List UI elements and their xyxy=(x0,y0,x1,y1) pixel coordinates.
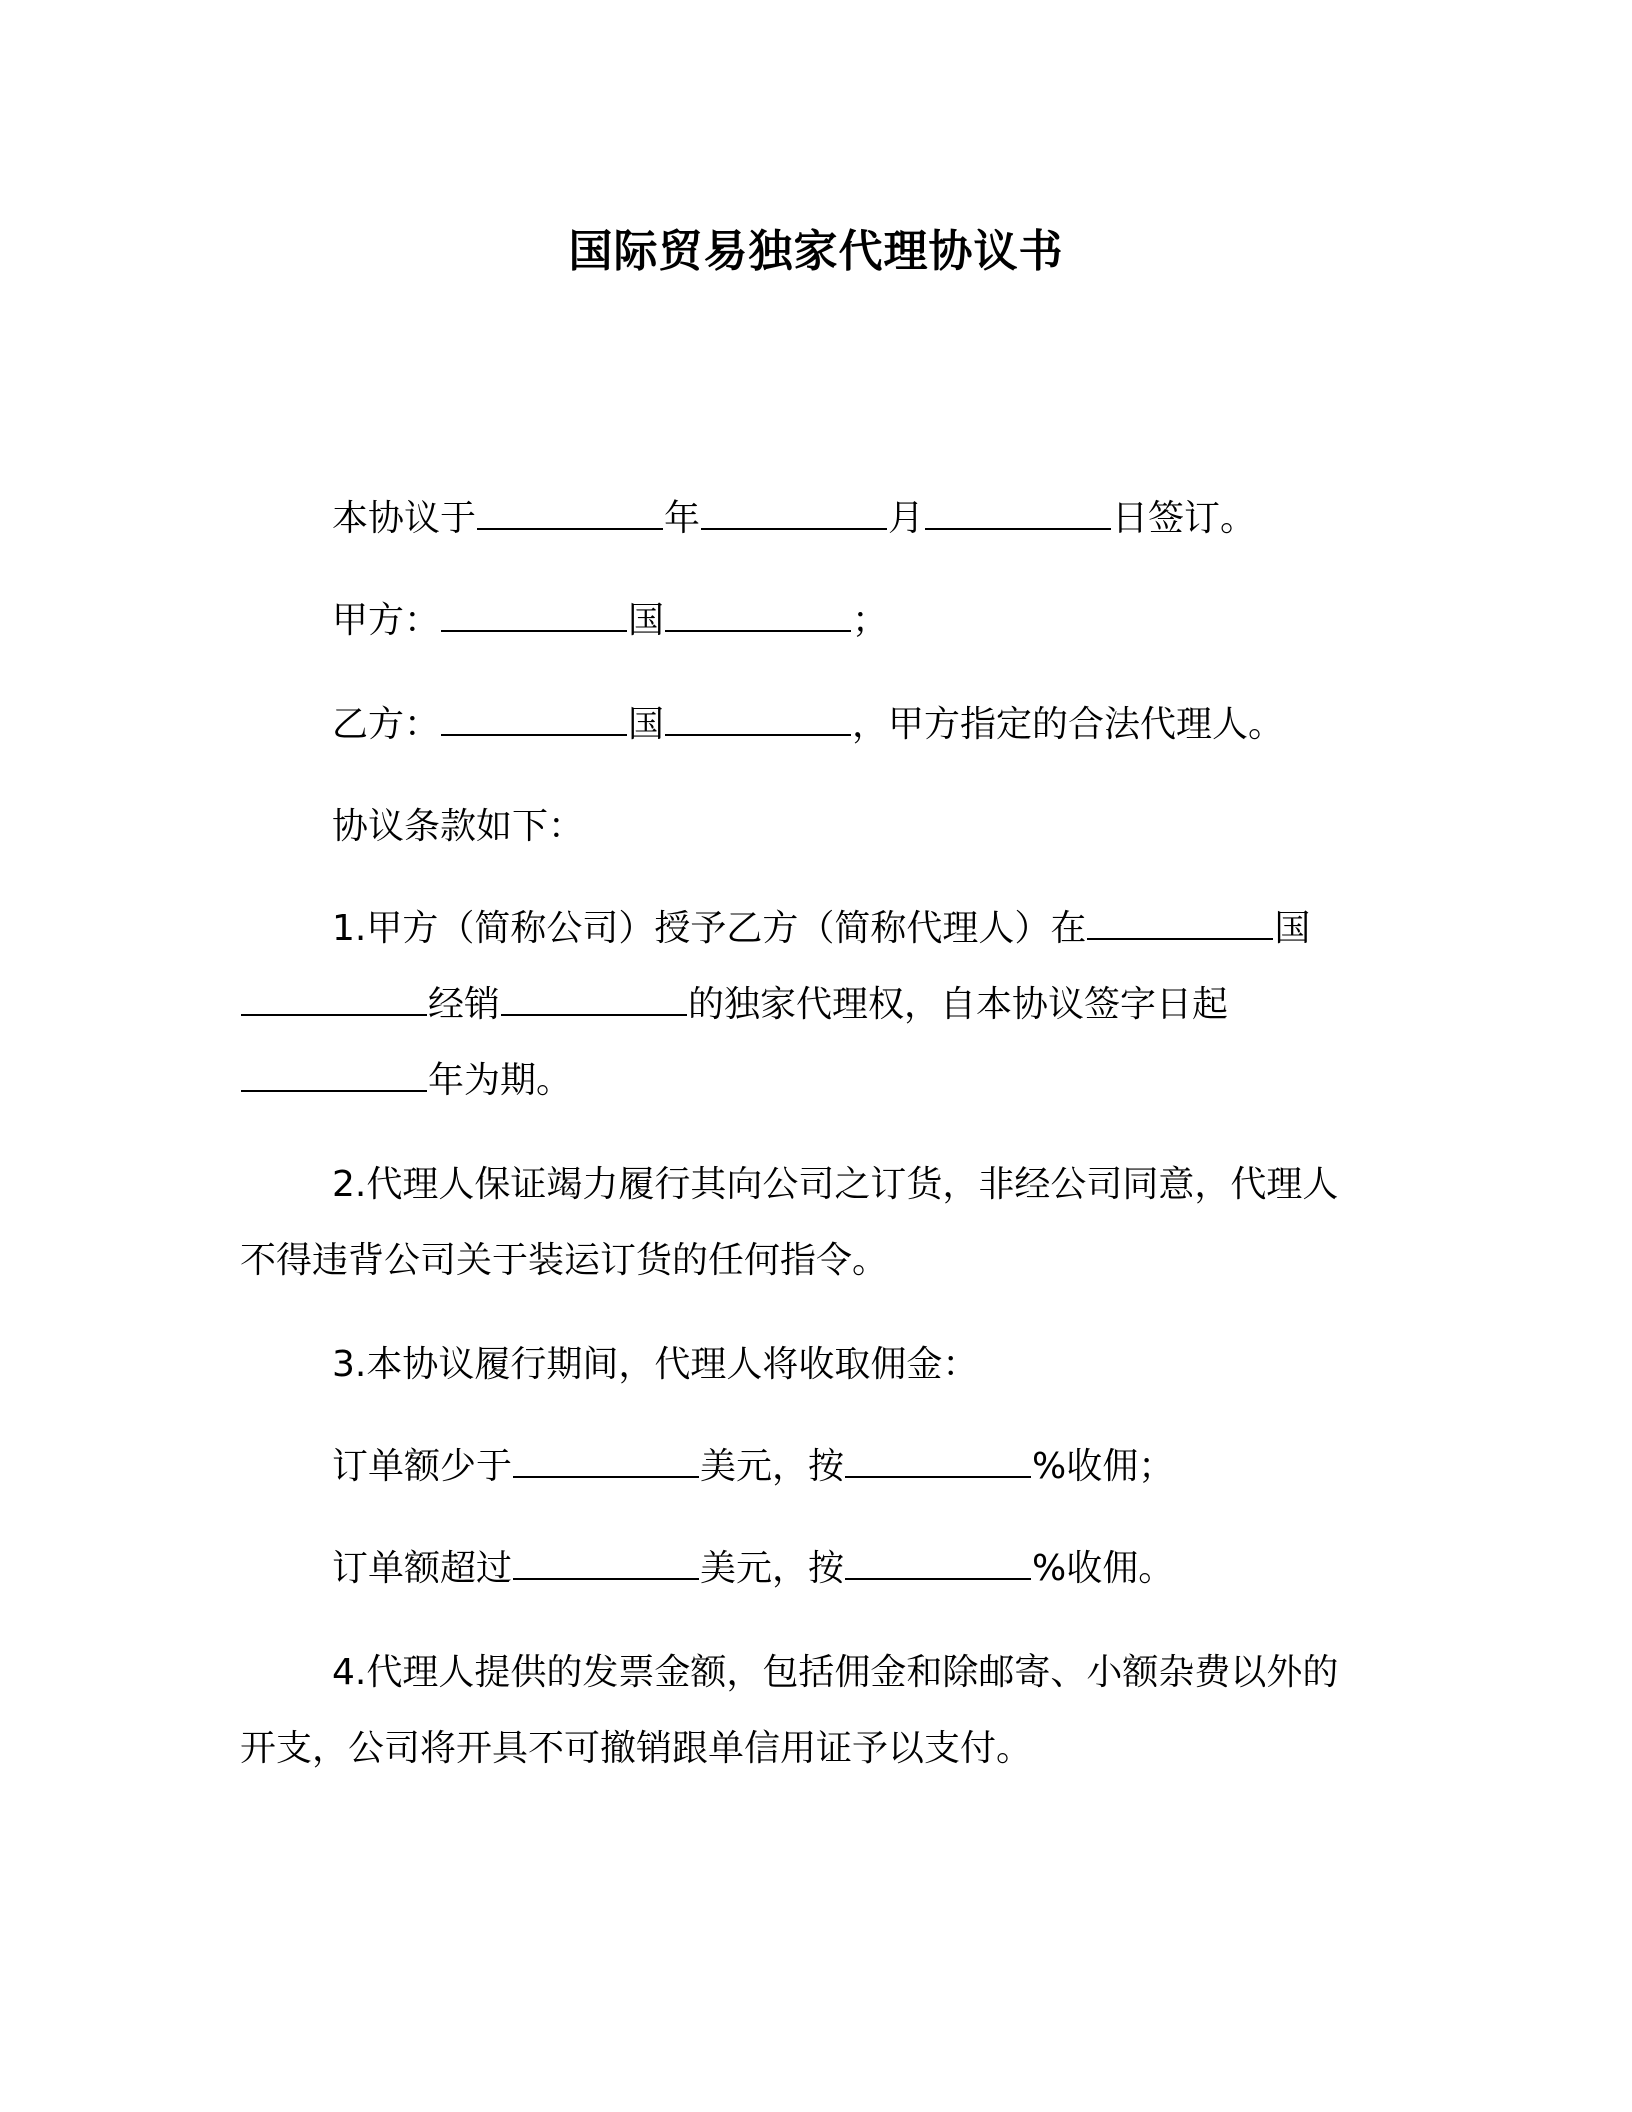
commission-below-text-a: 订单额少于 xyxy=(332,1446,513,1487)
party-a-country-label: 国 xyxy=(628,600,665,641)
clause-1-years-blank xyxy=(241,1060,427,1092)
document-title: 国际贸易独家代理协议书 xyxy=(568,226,1064,277)
day-label: 日签订。 xyxy=(1112,498,1257,539)
party-a-name-blank xyxy=(665,600,851,632)
clause-1-line-2 xyxy=(240,966,1380,1044)
clause-1-country-blank xyxy=(1087,908,1273,940)
party-b-label: 乙方： xyxy=(332,704,441,745)
date-prefix: 本协议于 xyxy=(332,498,477,539)
commission-above-rate-blank xyxy=(845,1548,1031,1580)
commission-below-text-b: 美元，按 xyxy=(700,1446,845,1487)
party-a-country-blank xyxy=(441,600,627,632)
date-line xyxy=(332,480,1472,558)
clause-4-line-1: 4.代理人提供的发票金额，包括佣金和除邮寄、小额杂费以外的 xyxy=(332,1652,1339,1693)
clause-4-line-2: 开支，公司将开具不可撤销跟单信用证予以支付。 xyxy=(240,1728,1033,1769)
party-a-label: 甲方： xyxy=(332,600,441,641)
clause-1-text-e: 年为期。 xyxy=(428,1060,573,1101)
month-label: 月 xyxy=(888,498,925,539)
party-a-line xyxy=(332,582,1472,660)
clause-1-text-c: 经销 xyxy=(428,984,501,1025)
clause-2-line-2: 不得违背公司关于装运订货的任何指令。 xyxy=(240,1240,889,1281)
commission-below-amount-blank xyxy=(513,1446,699,1478)
clause-1-line-3 xyxy=(240,1042,1380,1120)
clause-1-region-blank xyxy=(241,984,427,1016)
clause-1-line-1 xyxy=(332,890,1472,968)
clause-1-text-b: 国 xyxy=(1274,908,1311,949)
commission-below-line xyxy=(332,1428,1472,1506)
party-b-name-blank xyxy=(665,704,851,736)
day-blank xyxy=(925,498,1111,530)
clause-1-product-blank xyxy=(501,984,687,1016)
party-b-country-blank xyxy=(441,704,627,736)
year-blank xyxy=(477,498,663,530)
clause-1-text-d: 的独家代理权，自本协议签字日起 xyxy=(688,984,1229,1025)
clause-3-heading: 3.本协议履行期间，代理人将收取佣金： xyxy=(332,1344,979,1385)
party-b-line xyxy=(332,686,1472,764)
commission-above-text-b: 美元，按 xyxy=(700,1548,845,1589)
clause-2-line-1: 2.代理人保证竭力履行其向公司之订货，非经公司同意，代理人 xyxy=(332,1164,1339,1205)
commission-above-text-c: %收佣。 xyxy=(1032,1548,1175,1589)
commission-below-text-c: %收佣； xyxy=(1032,1446,1175,1487)
commission-above-line xyxy=(332,1530,1472,1608)
party-b-end: ，甲方指定的合法代理人。 xyxy=(852,704,1285,745)
party-a-end: ； xyxy=(852,600,889,641)
party-b-country-label: 国 xyxy=(628,704,665,745)
terms-heading: 协议条款如下： xyxy=(332,806,585,847)
commission-above-text-a: 订单额超过 xyxy=(332,1548,513,1589)
commission-below-rate-blank xyxy=(845,1446,1031,1478)
year-label: 年 xyxy=(664,498,701,539)
commission-above-amount-blank xyxy=(513,1548,699,1580)
month-blank xyxy=(701,498,887,530)
clause-1-text-a: 1.甲方（简称公司）授予乙方（简称代理人）在 xyxy=(332,908,1087,949)
